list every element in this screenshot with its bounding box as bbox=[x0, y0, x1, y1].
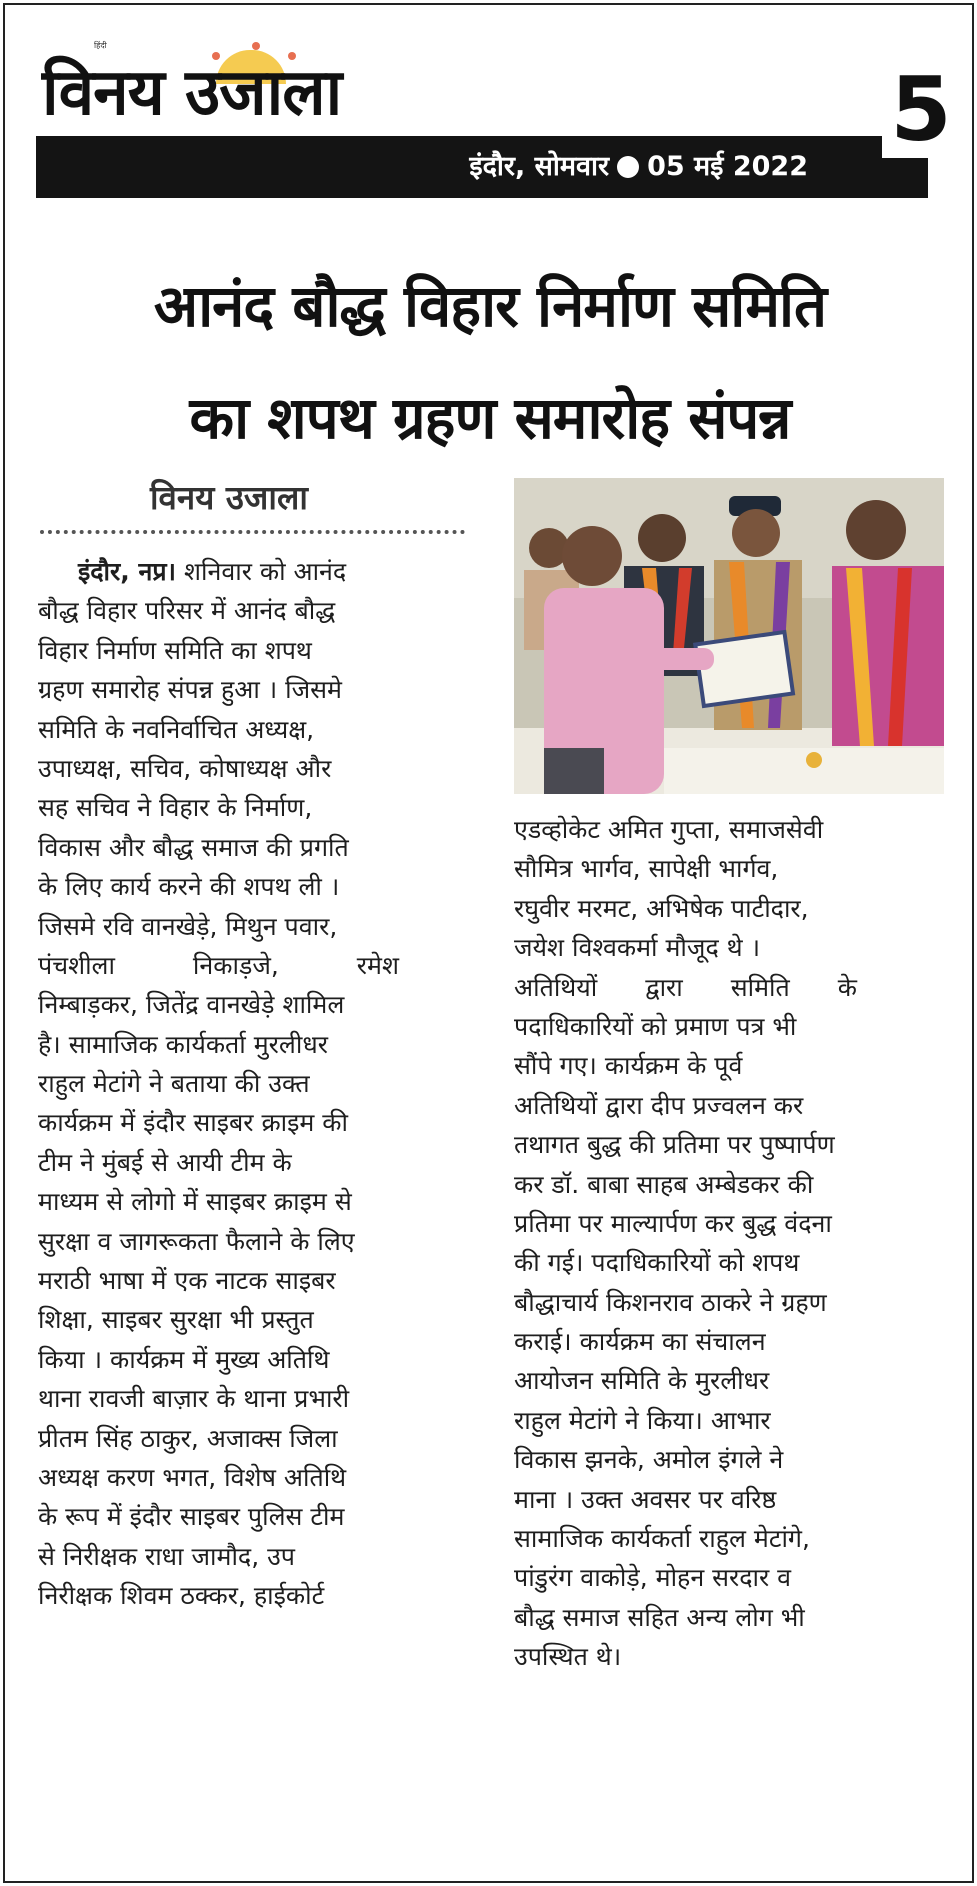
article-line: जयेश विश्वकर्मा मौजूद थे । bbox=[514, 933, 761, 963]
article-line: पांडुरंग वाकोड़े, मोहन सरदार व bbox=[514, 1563, 792, 1593]
dateline-date: 05 मई 2022 bbox=[647, 151, 808, 182]
article-line: कर डॉ. बाबा साहब अम्बेडकर की bbox=[514, 1169, 814, 1199]
article-line: अतिथियों द्वारा समिति के bbox=[514, 972, 857, 1002]
article-line: उपाध्यक्ष, सचिव, कोषाध्यक्ष और bbox=[38, 753, 332, 783]
article-column-1 bbox=[38, 552, 462, 1616]
article-line: सामाजिक कार्यकर्ता राहुल मेटांगे, bbox=[514, 1524, 810, 1554]
article-line: से निरीक्षक राधा जामौद, उप bbox=[38, 1541, 295, 1571]
article-line: बौद्धाचार्य किशनराव ठाकरे ने ग्रहण bbox=[514, 1287, 827, 1317]
article-line: पदाधिकारियों को प्रमाण पत्र भी bbox=[514, 1011, 797, 1041]
article-line: राहुल मेटांगे ने किया। आभार bbox=[514, 1405, 771, 1435]
article-line: की गई। पदाधिकारियों को शपथ bbox=[514, 1248, 800, 1278]
article-headline bbox=[30, 250, 950, 474]
article-line: किया । कार्यक्रम में मुख्य अतिथि bbox=[38, 1344, 330, 1374]
date-bar bbox=[36, 136, 928, 198]
article-line: सह सचिव ने विहार के निर्माण, bbox=[38, 793, 313, 823]
article-line: राहुल मेटांगे ने बताया की उक्त bbox=[38, 1069, 310, 1099]
event-photo-illustration bbox=[514, 478, 944, 794]
article-line: थाना रावजी बाज़ार के थाना प्रभारी bbox=[38, 1384, 350, 1414]
article-line: उपस्थित थे। bbox=[514, 1642, 622, 1672]
article-line: ग्रहण समारोह संपन्न हुआ । जिसमे bbox=[38, 675, 343, 705]
article-line: प्रीतम सिंह ठाकुर, अजाक्स जिला bbox=[38, 1423, 338, 1453]
article-line: जिसमे रवि वानखेड़े, मिथुन पवार, bbox=[38, 911, 338, 941]
article-line: कार्यक्रम में इंदौर साइबर क्राइम की bbox=[38, 1108, 348, 1138]
article-line: कराई। कार्यक्रम का संचालन bbox=[514, 1327, 766, 1357]
article-line: विहार निर्माण समिति का शपथ bbox=[38, 635, 312, 665]
article-line: निरीक्षक शिवम ठक्कर, हाईकोर्ट bbox=[38, 1581, 325, 1611]
article-line: आयोजन समिति के मुरलीधर bbox=[514, 1366, 770, 1396]
bullet-icon bbox=[617, 156, 639, 178]
article-line: निम्बाड़कर, जितेंद्र वानखेड़े शामिल bbox=[38, 990, 345, 1020]
article-line: सौंपे गए। कार्यक्रम के पूर्व bbox=[514, 1051, 743, 1081]
byline: विनय उजाला bbox=[150, 478, 308, 517]
article-line: के लिए कार्य करने की शपथ ली । bbox=[38, 872, 340, 902]
article-line: सौमित्र भार्गव, सापेक्षी भार्गव, bbox=[514, 854, 779, 884]
article-line: प्रतिमा पर माल्यार्पण कर बुद्ध वंदना bbox=[514, 1208, 832, 1238]
article-line: तथागत बुद्ध की प्रतिमा पर पुष्पार्पण bbox=[514, 1130, 835, 1160]
headline-line-2: का शपथ ग्रहण समारोह संपन्न bbox=[189, 384, 791, 452]
newspaper-logo: विनय उजाला bbox=[42, 56, 342, 130]
event-photo bbox=[514, 478, 944, 794]
article-line: अतिथियों द्वारा दीप प्रज्वलन कर bbox=[514, 1090, 804, 1120]
dateline-lead: इंदौर, नप्र। bbox=[78, 557, 177, 586]
article-line: रघुवीर मरमट, अभिषेक पाटीदार, bbox=[514, 893, 809, 923]
article-column-2 bbox=[514, 810, 946, 1677]
masthead bbox=[36, 40, 956, 200]
logo-small-text: हिंदी bbox=[94, 41, 107, 50]
article-line: एडव्होकेट अमित गुप्ता, समाजसेवी bbox=[514, 815, 824, 844]
dateline bbox=[469, 144, 808, 190]
headline-line-1: आनंद बौद्ध विहार निर्माण समिति bbox=[153, 272, 827, 340]
article-line: माध्यम से लोगो में साइबर क्राइम से bbox=[38, 1187, 352, 1217]
article-line: बौद्ध समाज सहित अन्य लोग भी bbox=[514, 1602, 805, 1632]
article-line: अध्यक्ष करण भगत, विशेष अतिथि bbox=[38, 1462, 347, 1492]
article-line: है। सामाजिक कार्यकर्ता मुरलीधर bbox=[38, 1029, 328, 1059]
article-line: मराठी भाषा में एक नाटक साइबर bbox=[38, 1266, 336, 1296]
byline-divider bbox=[40, 530, 465, 534]
article-line: इंदौर, नप्र। शनिवार को आनंद bbox=[78, 557, 347, 586]
article-line: माना । उक्त अवसर पर वरिष्ठ bbox=[514, 1484, 777, 1514]
dateline-place-day: इंदौर, सोमवार bbox=[469, 151, 610, 182]
article-line: टीम ने मुंबई से आयी टीम के bbox=[38, 1147, 292, 1177]
article-line: विकास झनके, अमोल इंगले ने bbox=[514, 1445, 784, 1475]
article-line: बौद्ध विहार परिसर में आनंद बौद्ध bbox=[38, 596, 336, 626]
article-line: के रूप में इंदौर साइबर पुलिस टीम bbox=[38, 1502, 345, 1532]
article-line: समिति के नवनिर्वाचित अध्यक्ष, bbox=[38, 714, 315, 744]
article-line: शिक्षा, साइबर सुरक्षा भी प्रस्तुत bbox=[38, 1305, 314, 1335]
article-line: सुरक्षा व जागरूकता फैलाने के लिए bbox=[38, 1226, 355, 1256]
article-line: विकास और बौद्ध समाज की प्रगति bbox=[38, 832, 349, 862]
article-line: पंचशीला निकाड़जे, रमेश bbox=[38, 950, 399, 980]
page-number: 5 bbox=[890, 58, 952, 161]
